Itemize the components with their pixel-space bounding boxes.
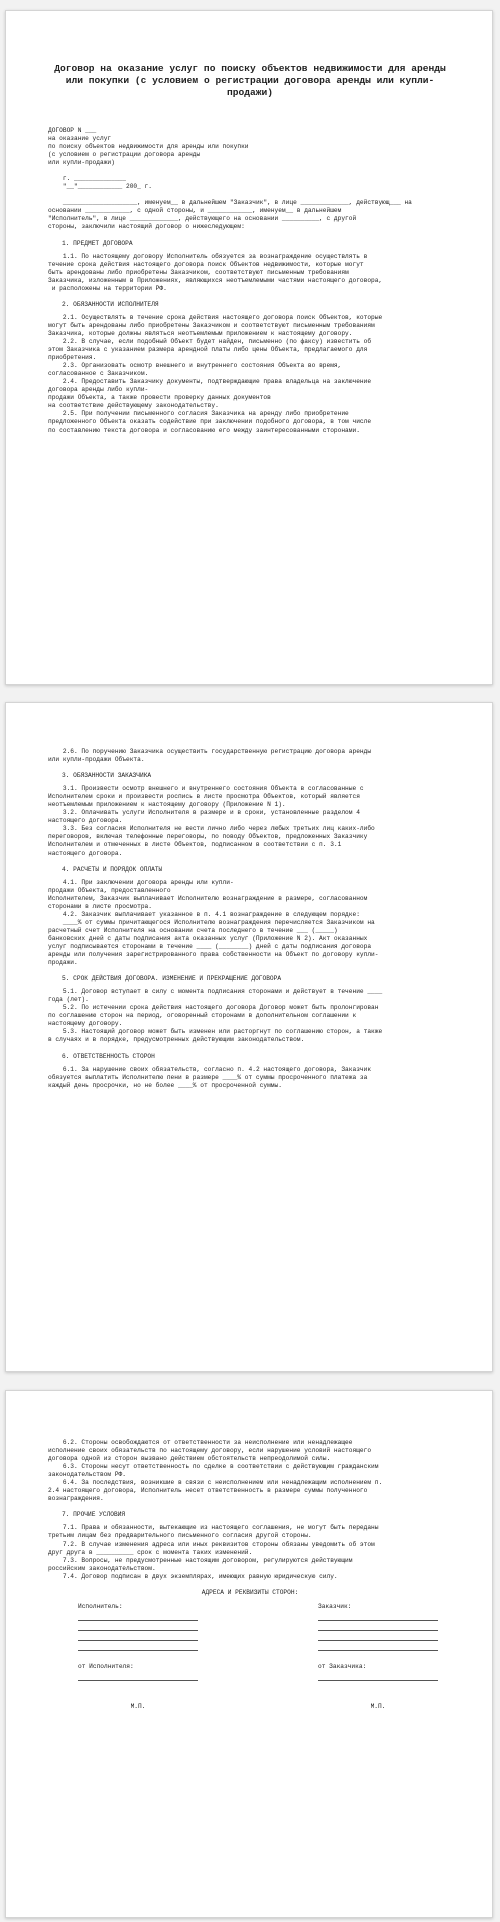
customer-line: [318, 1611, 438, 1621]
document-page-1: [5, 10, 493, 685]
section-2-text: 2.1. Осуществлять в течение срока действия настоящего договора поиск Объектов, которые могут быть арендованы либо приобретены Заказчиком и соответствуют письменным требованиям Заказчика, которые должны являться неотъемлемым приложением к настоящему договору. 2.2. В случае, если подобный Объект будет найден, письменно (по факсу) известить об этом Заказчика с указанием размера арендной платы либо цены Объекта, предлагаемого для приобретения. 2.3. Организовать осмотр внешнего и внутреннего состояния Объекта во время, согласованное с Заказчиком. 2.4. Предоставить Заказчику документы, подтверждающие права владельца на заключение договора аренды либо купли- продажи Объекта, а также провести проверку данных документов на соответствие действующему законодательству. 2.5. При получении письменного согласия Заказчика на аренду либо приобретение предложенного Объекта оказать содействие при заключении подобного договора, в том числе по составлению текста договора и согласованию его между заинтересованными сторонами.: [48, 313, 383, 434]
section-6-text: 6.1. За нарушение своих обязательств, согласно п. 4.2 настоящего договора, Заказчик обязуется выплатить Исполнителю пени в размере ____% от суммы просроченного платежа за каждый день просрочки, но не более ____% от просроченной суммы.: [48, 1065, 372, 1089]
executor-label: Исполнитель:: [78, 1602, 123, 1610]
section-3-heading: 3. ОБЯЗАННОСТИ ЗАКАЗЧИКА: [62, 772, 152, 780]
executor-signature-line: [78, 1671, 198, 1681]
customer-line: [318, 1631, 438, 1641]
signature-block: [48, 1603, 452, 1710]
section-7-text: 7.1. Права и обязанности, вытекающие из настоящего соглашения, не могут быть переданы третьим лицам без предварительного письменного согласия другой стороны. 7.2. В случае изменения адреса или иных реквизитов стороны обязаны уведомить об этом друг друга в __________ срок с момента таких изменений. 7.3. Вопросы, не предусмотренные настоящим договором, регулируются действующим российским законодательством. 7.4. Договор подписан в двух экземплярах, имеющих равную юридическую силу.: [48, 1524, 379, 1580]
section-6-continued: 6.2. Стороны освобождаются от ответственности за неисполнение или ненадлежащее исполнение своих обязательств по настоящему договору, если нарушение условий настоящего договора одной из сторон вызвано действием обстоятельств непреодолимой силы. 6.3. Стороны несут ответственность по сделке в соответствии с действующим гражданским законодательством РФ. 6.4. За последствия, возникшие в связи с неисполнением или ненадлежащим исполнением п. 2.4 настоящего договора, Исполнитель несет ответственность в размере суммы полученного вознаграждения.: [48, 1439, 383, 1503]
section-2-continued: 2.6. По поручению Заказчика осуществить государственную регистрацию договора аренды или купли-продажи Объекта.: [48, 748, 372, 764]
executor-line: [78, 1641, 198, 1651]
document-page-3: [5, 1390, 493, 1918]
from-executor-label: от Исполнителя:: [78, 1662, 134, 1670]
section-6-heading: 6. ОТВЕТСТВЕННОСТЬ СТОРОН: [62, 1052, 155, 1060]
place-date: г. ______________ "__"____________ 200_ г.: [62, 175, 152, 191]
customer-stamp: М.П.: [370, 1702, 386, 1710]
customer-line: [318, 1621, 438, 1631]
executor-stamp: М.П.: [130, 1702, 146, 1710]
section-3-text: 3.1. Произвести осмотр внешнего и внутреннего состояния Объекта в согласованные с Исполнителем сроки и произвести роспись в листе просмотра Объектов, который является неотъемлемым приложением к настоящему договору (Приложение N 1). 3.2. Оплачивать услуги Исполнителя в размере и в сроки, установленные разделом 4 настоящего договора. 3.3. Без согласия Исполнителя не вести лично либо через любых третьих лиц каких-либо переговоров, включая телефонные переговоры, по поводу Объектов, предложенных Заказчику Исполнителем и отмеченных в листе Объектов, подписанном в соответствии с п. 3.1 настоящего договора.: [48, 785, 375, 857]
section-1-text: 1.1. По настоящему договору Исполнитель обязуется за вознаграждение осуществлять в течение срока действия настоящего договора поиск Объектов недвижимости, которые могут быть арендованы либо приобретены Заказчиком, соответствуют письменным требованиям Заказчика, изложенным в Приложениях, являющихся неотъемлемыми частями настоящего договора, и расположены на территории РФ.: [48, 252, 383, 292]
customer-line: [318, 1641, 438, 1651]
preamble: ____________________, именуем__ в дальнейшем "Заказчик", в лице _____________, действующ___ на основании ____________, с одной стороны, и ____________, именуем__ в дальнейшем "Исполнитель", в лице _____________, действующего на основании __________, с другой стороны, заключили настоящий договор о нижеследующем:: [48, 199, 412, 231]
section-5-text: 5.1. Договор вступает в силу с момента подписания сторонами и действует в течение ____ года (лет). 5.2. По истечении срока действия настоящего договора Договор может быть пролонгирован по соглашению сторон на период, оговоренный сторонами в дополнительном соглашении к настоящему договору. 5.3. Настоящий договор может быть изменен или расторгнут по соглашению сторон, а также в случаях и в порядке, предусмотренных действующим законодательством.: [48, 988, 383, 1044]
from-customer-label: от Заказчика:: [318, 1662, 367, 1670]
customer-label: Заказчик:: [318, 1602, 352, 1610]
executor-line: [78, 1611, 198, 1621]
section-1-heading: 1. ПРЕДМЕТ ДОГОВОРА: [62, 239, 133, 247]
executor-column: [78, 1603, 198, 1710]
contract-header: ДОГОВОР N ___ на оказание услуг по поиску объектов недвижимости для аренды или покупки (с условием о регистрации договора аренды или купли-продажи): [48, 127, 249, 167]
customer-column: [318, 1603, 438, 1710]
section-7-heading: 7. ПРОЧИЕ УСЛОВИЯ: [62, 1511, 126, 1519]
customer-signature-line: [318, 1671, 438, 1681]
document-page-2: [5, 702, 493, 1372]
section-2-heading: 2. ОБЯЗАННОСТИ ИСПОЛНИТЕЛЯ: [62, 300, 159, 308]
section-5-heading: 5. СРОК ДЕЙСТВИЯ ДОГОВОРА. ИЗМЕНЕНИЕ И ПРЕКРАЩЕНИЕ ДОГОВОРА: [62, 975, 282, 983]
section-4-text: 4.1. При заключении договора аренды или купли- продажи Объекта, предоставленного Исполнителем, Заказчик выплачивает Исполнителю вознаграждение в размере, согласованном сторонами в листе просмотра. 4.2. Заказчик выплачивает указанное в п. 4.1 вознаграждение в следующем порядке: ____% от суммы причитающегося Исполнителю вознаграждения перечисляется Заказчиком на расчетный счет Исполнителя на основании счета последнего в течение ___ (_____) банковских дней с даты подписания акта оказанных услуг (Приложение N 2). Акт оказанных услуг подписывается сторонами в течение ____ (________) дней с даты подписания договора аренды или получения зарегистрированного права собственности на Объект по договору купли- продажи.: [48, 878, 379, 967]
executor-line: [78, 1621, 198, 1631]
signature-block-title: АДРЕСА И РЕКВИЗИТЫ СТОРОН:: [201, 1588, 299, 1596]
document-title: Договор на оказание услуг по поиску объектов недвижимости для аренды или покупки (с условием о регистрации договора аренды или купли-продажи): [54, 63, 446, 98]
executor-line: [78, 1631, 198, 1641]
section-4-heading: 4. РАСЧЕТЫ И ПОРЯДОК ОПЛАТЫ: [62, 865, 163, 873]
